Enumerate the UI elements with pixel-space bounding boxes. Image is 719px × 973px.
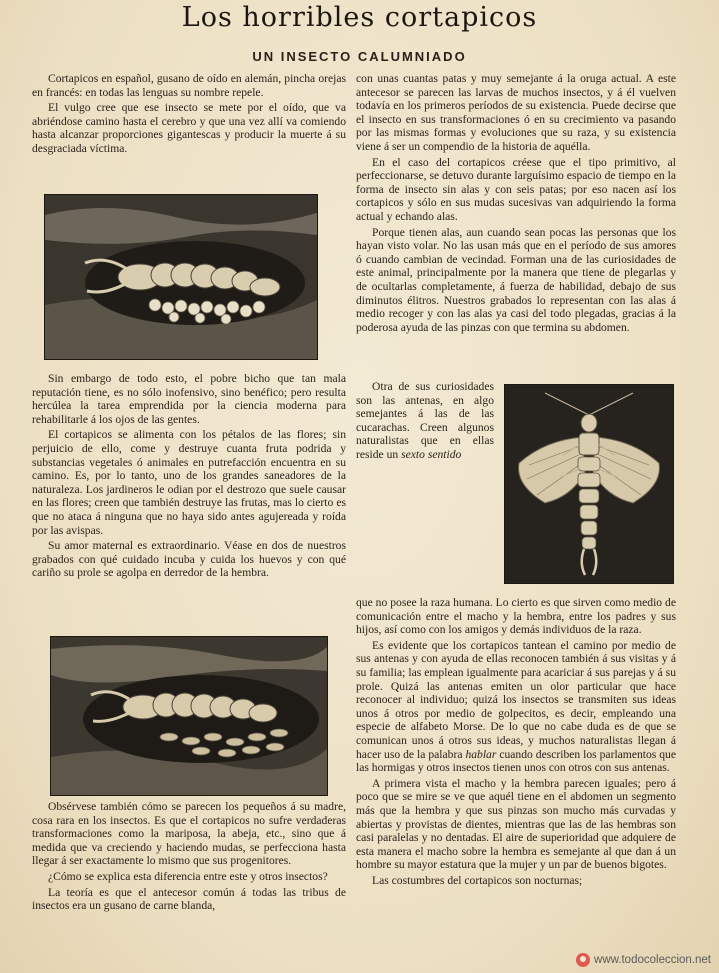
watermark-text: www.todocoleccion.net	[594, 954, 711, 966]
article-subtitle: UN INSECTO CALUMNIADO	[252, 49, 467, 64]
paragraph: En el caso del cortapicos créese que el tipo primitivo, al perfeccionarse, se detuvo durante larguísimo espacio de tiempo en la forma de insecto sin alas y con seis patas; por eso nacen así los cortapicos y sólo en sus mudas sucesivas van adquiriendo la forma actual y echando alas.	[356, 155, 676, 223]
paragraph: La teoría es que el antecesor común á todas las tribus de insectos era un gusano de carne blanda,	[32, 885, 346, 913]
watermark[interactable]	[576, 953, 711, 967]
paragraph: ¿Cómo se explica esta diferencia entre este y otros insectos?	[48, 869, 328, 883]
emphasis-text: sexto sentido	[401, 447, 462, 461]
right-column-beside-figure	[356, 380, 494, 464]
paragraph-text: cuando describen los parlamentos que las hormigas y otros insectos tienen unos con otros con sus antenas.	[356, 747, 676, 775]
engraving-earwig-with-eggs	[44, 194, 318, 360]
paragraph: Las costumbres del cortapicos son nocturnas;	[372, 873, 583, 887]
left-column-top	[32, 72, 346, 158]
todocoleccion-logo-icon	[576, 953, 590, 967]
paragraph: A primera vista el macho y la hembra parecen iguales; pero á poco que se mire se ve que aquél tiene en el abdomen un segmento más que la hembra y que sus pinzas son mucho más curvadas y abiertas y provistas de dientes, mientras que las de las hembras son casi paralelas y no dentadas. El aire de superioridad que adquiere de esta manera el macho sobre la hembra es semejante al que dan á un hombre su mayor estatura que la mujer y un par de buenos bigotes.	[356, 776, 676, 872]
left-column-bottom	[32, 800, 346, 915]
paragraph	[356, 639, 676, 775]
engraving-winged-earwig	[504, 384, 674, 584]
paragraph-text: Es evidente que los cortapicos tantean el camino por medio de sus antenas y con ayuda de ellas reconocen también á sus visitas y á su familia; las emplean igualmente para acariciar á sus parejas y á su prole. Quizá las antenas emiten un olor particular que hace reconocer al individuo; quizá los insectos se transmiten sus ideas unos á otros por medio de golpecitos, es decir, empleando una especie de alfabeto Morse. De lo que no cabe duda es de que se comunican unos á otros sus ideas, y muchos naturalistas llegan á hacer uso de la palabra	[356, 638, 676, 761]
paragraph: que no posee la raza humana. Lo cierto es que sirven como medio de comunicación entre el macho y la hembra, entre los padres y sus hijos, así como con los amigos y demás individuos de la raza.	[356, 596, 676, 637]
paragraph: El vulgo cree que ese insecto se mete por el oído, que va abriéndose camino hasta el cerebro y que una vez allí va comiendo hasta alcanzar proporciones gigantescas y producir la muerte á su desgraciada víctima.	[32, 101, 346, 155]
paragraph: Porque tienen alas, aun cuando sean pocas las personas que los hayan visto volar. No las usan más que en el período de sus amores ó cuando cambian de vecindad. Forman una de las curiosidades de este animal, principalmente por la manera que tiene de plegarlas y de ocultarlas completamente, á fuerza de habilidad, debajo de sus diminutos élitros. Nuestros grabados lo representan con las alas á medio recoger y con las alas ya casi del todo plegadas, gracias á la poderosa ayuda de las pinzas con que termina su abdomen.	[356, 225, 676, 334]
article-title: Los horribles cortapicos	[181, 2, 538, 33]
engraving-earwig-with-young	[50, 636, 328, 796]
left-column-middle	[32, 372, 346, 582]
paragraph: con unas cuantas patas y muy semejante á la oruga actual. A este antecesor se parecen las larvas de muchos insectos, y á él vuelven todavía en los primeros períodos de su existencia. Puede decirse que el insecto en sus transformaciones ó en su crecimiento va pasando por las mismas formas y evoluciones que su raza, y su existencia viene á ser un compendio de la historia de aquélla.	[356, 72, 676, 153]
right-column-top	[356, 72, 676, 336]
paragraph: Sin embargo de todo esto, el pobre bicho que tan mala reputación tiene, es no sólo inofensivo, sino benéfico; pero resulta hercúlea la tarea emprendida por la ciencia moderna para rehabilitarle á los ojos de las gentes.	[32, 372, 346, 426]
paragraph: Su amor maternal es extraordinario. Véase en dos de nuestros grabados con qué cuidado incuba y cuida los huevos y con qué cariño su prole se agolpa en derredor de la hembra.	[32, 539, 346, 580]
paragraph	[356, 380, 494, 462]
paragraph: Cortapicos en español, gusano de oído en alemán, pincha orejas en francés: en todas las lenguas su nombre repele.	[32, 72, 346, 99]
emphasis-text: hablar	[465, 747, 497, 761]
right-column-bottom	[356, 596, 676, 889]
paragraph: El cortapicos se alimenta con los pétalos de las flores; sin perjuicio de ello, come y destruye cuanta fruta podrida y substancias vegetales ó animales en putrefacción encuentra en su camino. Es, por lo tanto, uno de los grandes saneadores de la naturaleza. Los jardineros le odian por el destrozo que suele causar en las flores; creen que también destruye las frutas, mas lo cierto es que no ataca á ninguna que no haya sido antes agujereada y roída por las avispas.	[32, 428, 346, 537]
paragraph-text: Otra de sus curiosidades son las antenas, en algo semejantes á las de las cucarachas. Creen algunos naturalistas que en ellas reside un	[356, 380, 494, 461]
paragraph: Obsérvese también cómo se parecen los pequeños á su madre, cosa rara en los insectos. Es que el cortapicos no sufre verdaderas transformaciones como la mariposa, la abeja, etc., sino que á medida que va creciendo y haciendo mudas, se perfecciona hasta llegar á ser exactamente lo mismo que sus progenitores.	[32, 800, 346, 868]
